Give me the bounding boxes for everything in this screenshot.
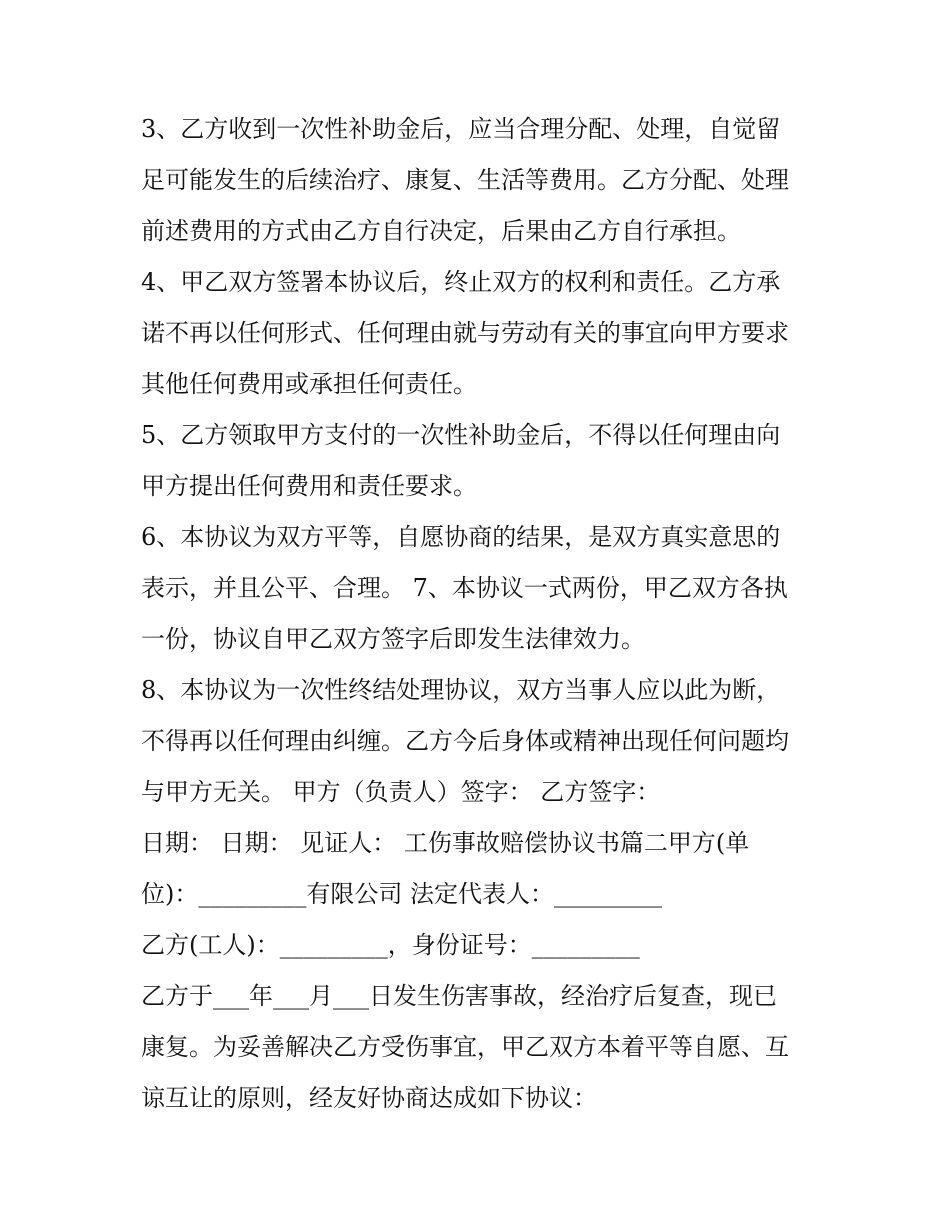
text-line: 乙方(工人)：_________，身份证号：_________ xyxy=(141,931,640,959)
text-line: 表示，并且公平、合理。 7、本协议一式两份，甲乙双方各执 xyxy=(141,574,788,602)
text-line: 足可能发生的后续治疗、康复、生活等费用。乙方分配、处理 xyxy=(141,166,789,194)
text-line: 6、本协议为双方平等，自愿协商的结果，是双方真实意思的 xyxy=(141,523,781,551)
text-line: 8、本协议为一次性终结处理协议，双方当事人应以此为断， xyxy=(141,676,781,704)
text-line: 不得再以任何理由纠缠。乙方今后身体或精神出现任何问题均 xyxy=(141,727,789,755)
text-line: 5、乙方领取甲方支付的一次性补助金后，不得以任何理由向 xyxy=(141,421,781,449)
text-line: 日期： 日期： 见证人： 工伤事故赔偿协议书篇二甲方(单 xyxy=(141,829,750,857)
text-line: 前述费用的方式由乙方自行决定，后果由乙方自行承担。 xyxy=(141,217,741,245)
text-line: 乙方于___年___月___日发生伤害事故，经治疗后复查，现已 xyxy=(141,982,777,1010)
text-line: 3、乙方收到一次性补助金后，应当合理分配、处理，自觉留 xyxy=(141,115,781,143)
text-line: 一份，协议自甲乙双方签字后即发生法律效力。 xyxy=(141,625,645,653)
text-line: 诺不再以任何形式、任何理由就与劳动有关的事宜向甲方要求 xyxy=(141,319,789,347)
text-line: 其他任何费用或承担任何责任。 xyxy=(141,370,477,398)
text-line: 谅互让的原则，经友好协商达成如下协议： xyxy=(141,1084,597,1112)
text-line: 甲方提出任何费用和责任要求。 xyxy=(141,472,477,500)
document-page xyxy=(141,104,821,1124)
text-line: 4、甲乙双方签署本协议后，终止双方的权利和责任。乙方承 xyxy=(141,268,781,296)
text-line: 位)：_________有限公司 法定代表人：_________ xyxy=(141,880,662,908)
text-line: 康复。为妥善解决乙方受伤事宜，甲乙双方本着平等自愿、互 xyxy=(141,1033,789,1061)
text-line: 与甲方无关。 甲方（负责人）签字： 乙方签字： xyxy=(141,778,661,806)
